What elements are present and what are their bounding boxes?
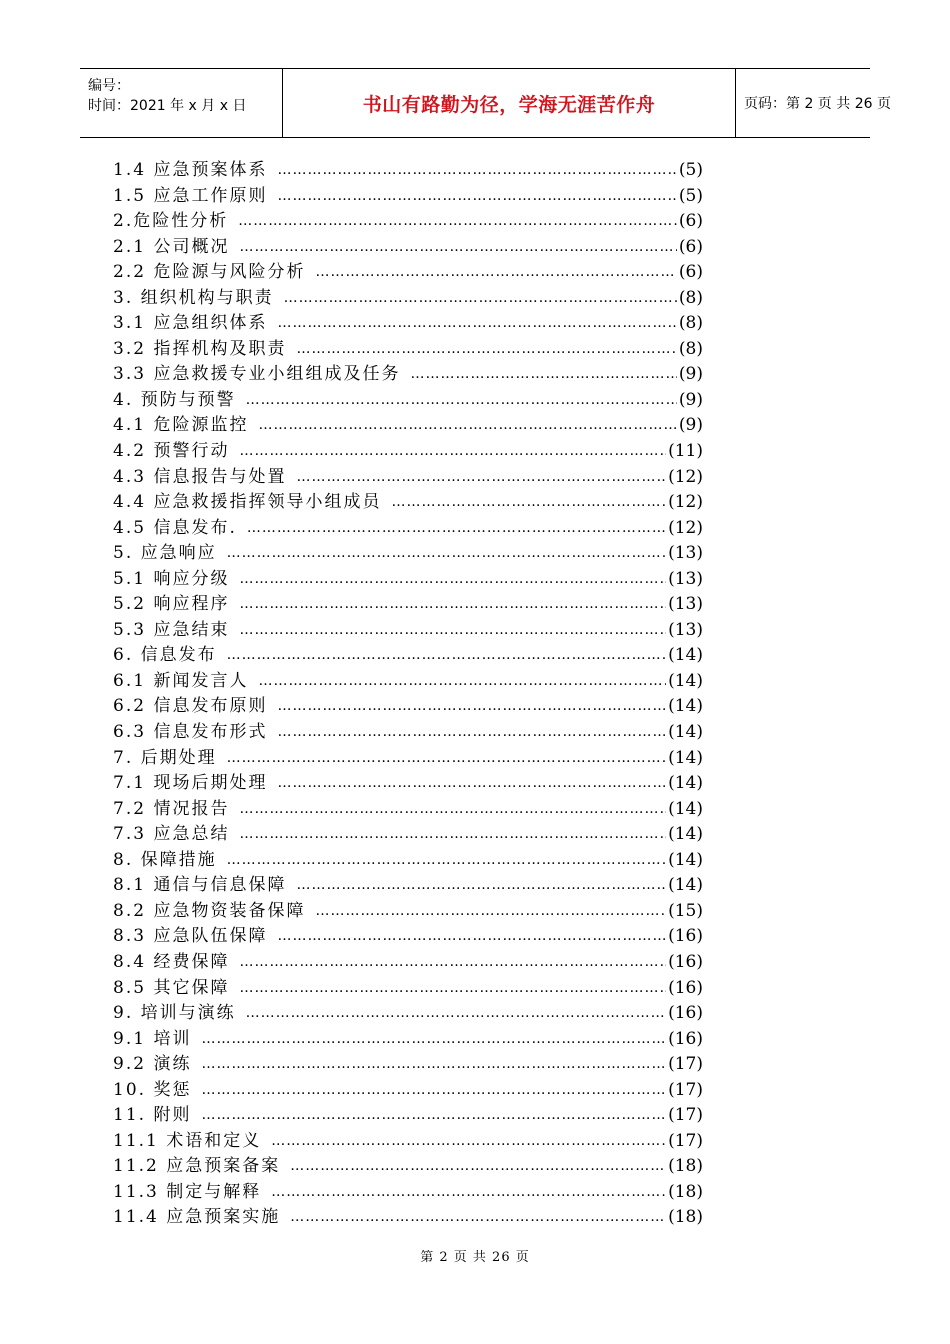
toc-entry-title: 1.5 应急工作原则	[113, 185, 268, 206]
toc-entry-page: (18)	[668, 1207, 703, 1228]
header-page-cell	[734, 69, 891, 137]
toc-entry[interactable]	[113, 1078, 703, 1104]
toc-entry[interactable]	[113, 413, 703, 439]
toc-entry-title: 6.2 信息发布原则	[113, 696, 268, 717]
toc-leader-dots	[410, 362, 676, 388]
toc-entry-page: (18)	[668, 1156, 703, 1177]
toc-entry-title: 8.1 通信与信息保障	[113, 875, 287, 896]
toc-entry-page: (16)	[668, 1028, 703, 1049]
toc-entry-page: (13)	[668, 568, 703, 589]
toc-entry-title: 11.2 应急预案备案	[113, 1156, 281, 1177]
toc-entry[interactable]	[113, 490, 703, 516]
toc-entry-page: (6)	[678, 262, 703, 283]
toc-entry-title: 4.2 预警行动	[113, 441, 230, 462]
toc-entry[interactable]	[113, 950, 703, 976]
toc-entry-title: 11.4 应急预案实施	[113, 1207, 281, 1228]
toc-entry-title: 10. 奖惩	[113, 1079, 192, 1100]
toc-leader-dots	[271, 1180, 666, 1206]
toc-leader-dots	[258, 413, 676, 439]
toc-entry-page: (14)	[668, 670, 703, 691]
toc-entry-title: 11.1 术语和定义	[113, 1130, 262, 1151]
toc-entry-page: (8)	[678, 287, 703, 308]
toc-entry-title: 2.2 危险源与风险分析	[113, 262, 306, 283]
toc-leader-dots	[239, 567, 666, 593]
toc-entry[interactable]	[113, 158, 703, 184]
toc-leader-dots	[277, 694, 666, 720]
toc-entry-page: (8)	[678, 313, 703, 334]
toc-entry-title: 11. 附则	[113, 1105, 192, 1126]
toc-leader-dots	[271, 1129, 666, 1155]
toc-leader-dots	[315, 260, 676, 286]
toc-entry[interactable]	[113, 567, 703, 593]
toc-entry[interactable]	[113, 209, 703, 235]
toc-leader-dots	[239, 822, 666, 848]
toc-entry[interactable]	[113, 439, 703, 465]
toc-entry-title: 5.1 响应分级	[113, 568, 230, 589]
toc-entry-page: (12)	[668, 517, 703, 538]
toc-entry[interactable]	[113, 184, 703, 210]
toc-leader-dots	[238, 209, 677, 235]
toc-leader-dots	[239, 618, 666, 644]
toc-entry-page: (14)	[668, 773, 703, 794]
toc-entry-title: 5.2 响应程序	[113, 594, 230, 615]
toc-entry-page: (14)	[668, 849, 703, 870]
toc-entry[interactable]	[113, 771, 703, 797]
toc-leader-dots	[239, 592, 666, 618]
date-label: 时间：2021 年 x 月 x 日	[88, 98, 247, 114]
toc-entry-page: (8)	[678, 338, 703, 359]
toc-entry-title: 8.3 应急队伍保障	[113, 926, 268, 947]
toc-leader-dots	[277, 184, 676, 210]
toc-entry[interactable]	[113, 924, 703, 950]
toc-entry-title: 4. 预防与预警	[113, 389, 236, 410]
toc-entry[interactable]	[113, 848, 703, 874]
page-header	[80, 68, 891, 138]
toc-entry[interactable]	[113, 822, 703, 848]
toc-leader-dots	[315, 899, 666, 925]
toc-entry-page: (17)	[668, 1105, 703, 1126]
toc-entry-page: (14)	[668, 696, 703, 717]
toc-entry-page: (9)	[678, 364, 703, 385]
toc-entry-title: 9. 培训与演练	[113, 1003, 236, 1024]
toc-entry[interactable]	[113, 465, 703, 491]
toc-entry-title: 9.2 演练	[113, 1054, 192, 1075]
toc-entry-page: (5)	[678, 160, 703, 180]
toc-entry-page: (9)	[678, 389, 703, 410]
toc-entry-title: 5.3 应急结束	[113, 619, 230, 640]
toc-entry-title: 8.2 应急物资装备保障	[113, 900, 306, 921]
toc-entry-page: (6)	[678, 211, 703, 232]
toc-entry-title: 7.3 应急总结	[113, 824, 230, 845]
toc-entry-page: (18)	[668, 1181, 703, 1202]
toc-leader-dots	[277, 771, 666, 797]
toc-entry[interactable]	[113, 260, 703, 286]
toc-entry-page: (5)	[678, 185, 703, 206]
toc-entry[interactable]	[113, 643, 703, 669]
toc-entry-page: (14)	[668, 875, 703, 896]
toc-entry-page: (12)	[668, 492, 703, 513]
toc-entry-page: (14)	[668, 824, 703, 845]
toc-leader-dots	[296, 873, 666, 899]
toc-entry-title: 8.4 经费保障	[113, 951, 230, 972]
toc-entry-title: 7.1 现场后期处理	[113, 773, 268, 794]
toc-entry-title: 8. 保障措施	[113, 849, 217, 870]
toc-entry-title: 6.3 信息发布形式	[113, 722, 268, 743]
toc-entry-page: (12)	[668, 466, 703, 487]
toc-entry-title: 2.危险性分析	[113, 211, 229, 232]
toc-entry[interactable]	[113, 1180, 703, 1206]
toc-entry-page: (6)	[678, 236, 703, 257]
toc-entry[interactable]	[113, 976, 703, 1002]
toc-entry[interactable]	[113, 669, 703, 695]
toc-entry-title: 4.1 危险源监控	[113, 415, 249, 436]
toc-leader-dots	[227, 746, 666, 772]
toc-entry[interactable]	[113, 592, 703, 618]
header-motto-cell	[282, 69, 736, 137]
toc-entry-title: 8.5 其它保障	[113, 977, 230, 998]
toc-entry-page: (15)	[668, 900, 703, 921]
toc-entry[interactable]	[113, 873, 703, 899]
toc-leader-dots	[227, 541, 666, 567]
toc-leader-dots	[296, 337, 676, 363]
toc-entry-page: (16)	[668, 951, 703, 972]
toc-entry[interactable]	[113, 899, 703, 925]
toc-leader-dots	[246, 388, 677, 414]
toc-entry[interactable]	[113, 1129, 703, 1155]
toc-entry[interactable]	[113, 746, 703, 772]
toc-entry-page: (14)	[668, 798, 703, 819]
toc-entry-page: (14)	[668, 722, 703, 743]
toc-leader-dots	[201, 1052, 666, 1078]
toc-entry-title: 1.4 应急预案体系	[113, 160, 268, 180]
toc-entry-page: (14)	[668, 747, 703, 768]
toc-leader-dots	[290, 1205, 666, 1231]
toc-leader-dots	[391, 490, 666, 516]
toc-entry[interactable]	[113, 311, 703, 337]
toc-entry-title: 4.5 信息发布.	[113, 517, 237, 538]
toc-entry[interactable]	[113, 694, 703, 720]
toc-leader-dots	[201, 1078, 666, 1104]
toc-entry[interactable]	[113, 1052, 703, 1078]
toc-entry-page: (13)	[668, 594, 703, 615]
toc-entry-title: 7. 后期处理	[113, 747, 217, 768]
toc-entry-title: 9.1 培训	[113, 1028, 192, 1049]
page-footer: 第 2 页 共 26 页	[420, 1250, 530, 1265]
header-meta-cell	[80, 69, 282, 137]
toc-entry[interactable]	[113, 1154, 703, 1180]
toc-leader-dots	[290, 1154, 666, 1180]
toc-entry[interactable]	[113, 720, 703, 746]
toc-entry-title: 4.3 信息报告与处置	[113, 466, 287, 487]
toc-leader-dots	[277, 924, 666, 950]
toc-entry[interactable]	[113, 286, 703, 312]
toc-leader-dots	[227, 848, 666, 874]
toc-entry[interactable]	[113, 235, 703, 261]
toc-entry[interactable]	[113, 388, 703, 414]
toc-entry-title: 7.2 情况报告	[113, 798, 230, 819]
toc-leader-dots	[277, 311, 676, 337]
toc-entry-title: 6. 信息发布	[113, 645, 217, 666]
toc-entry-page: (9)	[678, 415, 703, 436]
toc-entry-page: (16)	[668, 926, 703, 947]
toc-entry-page: (17)	[668, 1130, 703, 1151]
toc-entry-page: (13)	[668, 619, 703, 640]
toc-entry[interactable]	[113, 1205, 703, 1231]
toc-entry[interactable]	[113, 541, 703, 567]
page-number-label: 页码：第 2 页 共 26 页	[744, 96, 891, 112]
toc-entry[interactable]	[113, 337, 703, 363]
toc-entry[interactable]	[113, 516, 703, 542]
toc-entry-title: 3. 组织机构与职责	[113, 287, 274, 308]
toc-leader-dots	[239, 235, 676, 261]
toc-leader-dots	[277, 158, 676, 184]
toc-leader-dots	[227, 643, 666, 669]
toc-entry-page: (17)	[668, 1079, 703, 1100]
motto-text: 书山有路勤为径，学海无涯苦作舟	[362, 93, 656, 116]
code-label: 编号：	[88, 78, 130, 94]
toc-entry[interactable]	[113, 362, 703, 388]
toc-leader-dots	[201, 1103, 666, 1129]
toc-entry[interactable]	[113, 797, 703, 823]
toc-entry[interactable]	[113, 1001, 703, 1027]
toc-leader-dots	[239, 976, 666, 1002]
toc-entry-page: (16)	[668, 977, 703, 998]
toc-leader-dots	[239, 797, 666, 823]
toc-entry-title: 2.1 公司概况	[113, 236, 230, 257]
toc-leader-dots	[284, 286, 677, 312]
toc-entry-title: 4.4 应急救援指挥领导小组成员	[113, 492, 382, 513]
toc-leader-dots	[277, 720, 666, 746]
toc-entry-page: (13)	[668, 543, 703, 564]
toc-entry[interactable]	[113, 618, 703, 644]
toc-leader-dots	[258, 669, 666, 695]
toc-entry-title: 3.1 应急组织体系	[113, 313, 268, 334]
toc-leader-dots	[247, 516, 666, 542]
toc-entry-title: 3.3 应急救援专业小组组成及任务	[113, 364, 401, 385]
toc-entry-page: (11)	[668, 441, 703, 462]
toc-leader-dots	[239, 439, 666, 465]
toc-leader-dots	[239, 950, 666, 976]
toc-entry-page: (16)	[668, 1003, 703, 1024]
toc-entry-title: 3.2 指挥机构及职责	[113, 338, 287, 359]
toc-entry[interactable]	[113, 1103, 703, 1129]
toc-entry-page: (14)	[668, 645, 703, 666]
toc-entry-page: (17)	[668, 1054, 703, 1075]
toc-leader-dots	[296, 465, 666, 491]
table-of-contents	[113, 158, 703, 1231]
toc-leader-dots	[201, 1027, 666, 1053]
toc-entry-title: 6.1 新闻发言人	[113, 670, 249, 691]
toc-entry-title: 5. 应急响应	[113, 543, 217, 564]
toc-leader-dots	[246, 1001, 666, 1027]
toc-entry[interactable]	[113, 1027, 703, 1053]
toc-entry-title: 11.3 制定与解释	[113, 1181, 262, 1202]
